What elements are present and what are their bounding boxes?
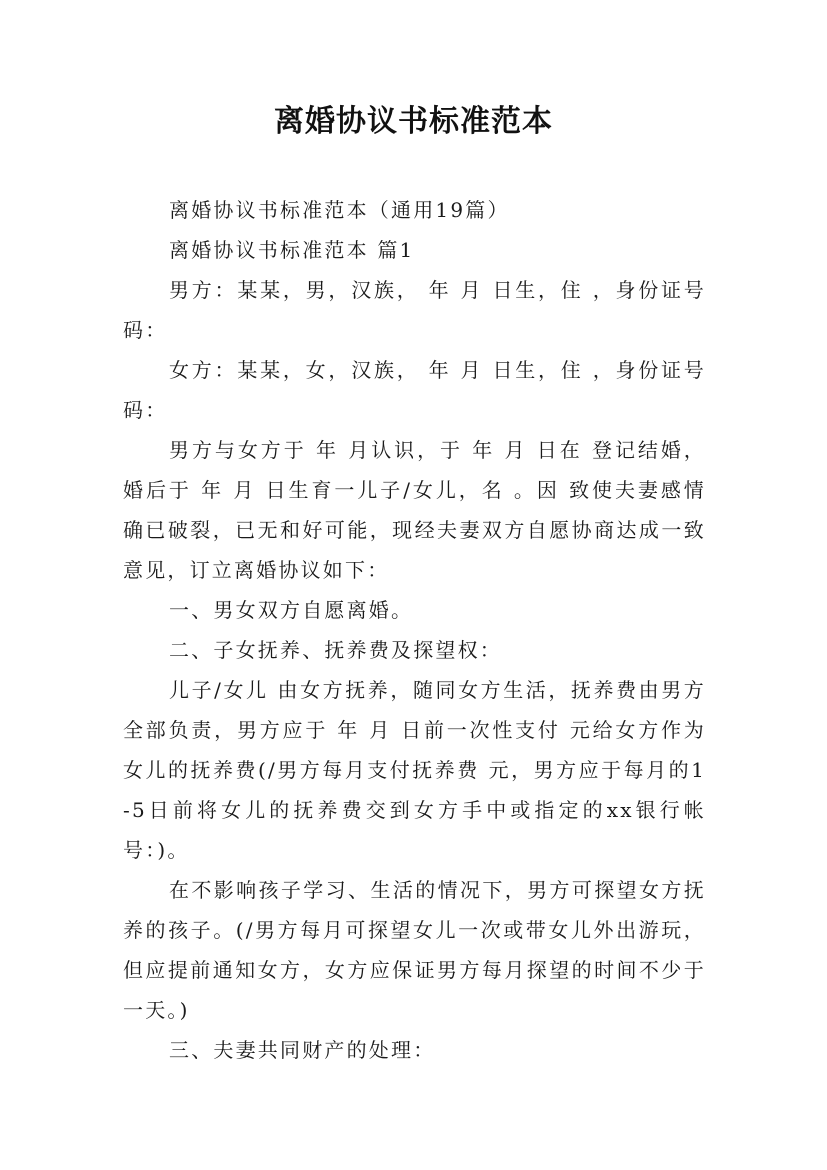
- paragraph-clause-3-heading: 三、夫妻共同财产的处理：: [169, 1038, 436, 1062]
- document-body: [123, 190, 706, 1070]
- paragraph-child-support: 儿子/女儿 由女方抚养，随同女方生活，抚养费由男方全部负责，男方应于 年 月 日前一次性支付 元给女方作为女儿的抚养费(/男方每月支付抚养费 元，男方应于每月的1-5日前将女儿的抚养费交到女方手中或指定的xx银行帐号：)。: [123, 678, 706, 862]
- paragraph-marriage-background: 男方与女方于 年 月认识，于 年 月 日在 登记结婚，婚后于 年 月 日生育一儿子/女儿，名 。因 致使夫妻感情确已破裂，已无和好可能，现经夫妻双方自愿协商达成一致意见，订立离婚协议如下：: [123, 438, 706, 582]
- paragraph-clause-2-heading: 二、子女抚养、抚养费及探望权：: [169, 638, 502, 662]
- paragraph-husband-info: 男方：某某，男，汉族， 年 月 日生，住 ，身份证号码：: [123, 278, 706, 342]
- paragraph-wife-info: 女方：某某，女，汉族， 年 月 日生，住 ，身份证号码：: [123, 358, 706, 422]
- paragraph-visitation: 在不影响孩子学习、生活的情况下，男方可探望女方抚养的孩子。(/男方每月可探望女儿一次或带女儿外出游玩，但应提前通知女方，女方应保证男方每月探望的时间不少于一天。): [123, 878, 706, 1022]
- paragraph-section-heading: 离婚协议书标准范本 篇1: [169, 238, 415, 262]
- paragraph-clause-1: 一、男女双方自愿离婚。: [169, 598, 414, 622]
- document-title: 离婚协议书标准范本: [274, 104, 553, 139]
- paragraph-subtitle: 离婚协议书标准范本（通用19篇）: [169, 198, 510, 222]
